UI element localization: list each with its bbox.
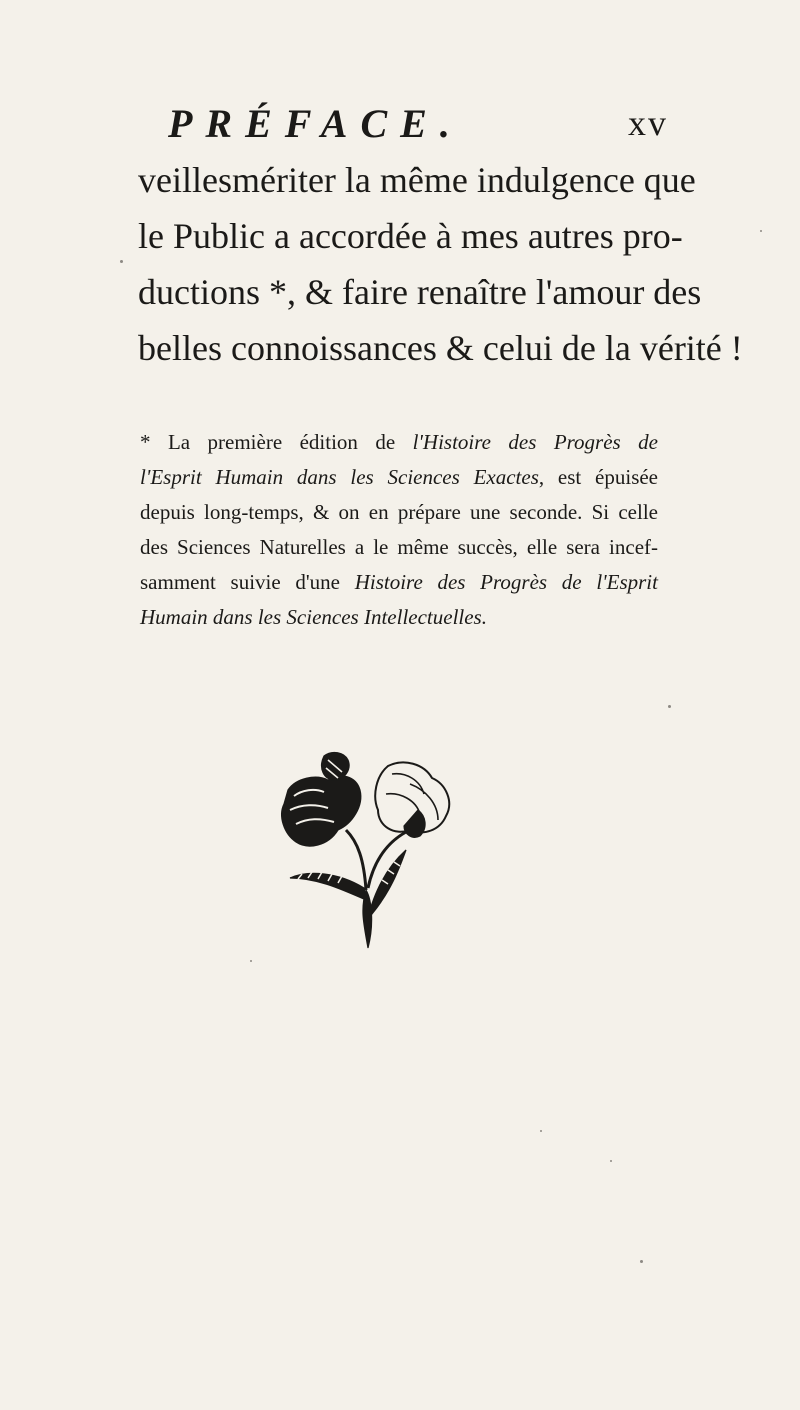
footnote-title-italic: Histoire des Progrès de l'Esprit [354,570,658,594]
running-head [168,100,668,150]
footnote-title-italic: Humain dans les Sciences Intellectuelles. [140,605,487,629]
footnote-line [140,460,658,495]
body-paragraph [138,152,743,376]
footnote-title-italic: l'Histoire des Progrès de [412,430,658,454]
floral-vignette-icon [268,750,478,950]
footnote-line: depuis long-temps, & on en prépare une seconde. Si celle [140,500,658,524]
body-line: ductions *, & faire renaître l'amour des [138,272,702,312]
running-title: PRÉFACE. [168,101,463,146]
body-line: veillesmériter la même indulgence que [138,160,696,200]
footnote [140,425,658,635]
footnote-text: samment suivie d'une [140,570,355,594]
footnote-text: La première édition de [167,430,413,454]
body-line: le Public a accordée à mes autres pro- [138,216,683,256]
body-line: belles connoissances & celui de la vérité ! [138,328,743,368]
footnote-line [140,425,658,460]
footnote-line [140,600,658,635]
footnote-text: , est épuisée [538,465,659,489]
footnote-line: des Sciences Naturelles a le même succès, elle sera incef- [140,535,658,559]
page-number: xv [628,103,668,143]
footnote-marker: * [140,430,168,454]
footnote-line [140,565,658,600]
footnote-title-italic: l'Esprit Humain dans les Sciences Exactes [140,465,539,489]
